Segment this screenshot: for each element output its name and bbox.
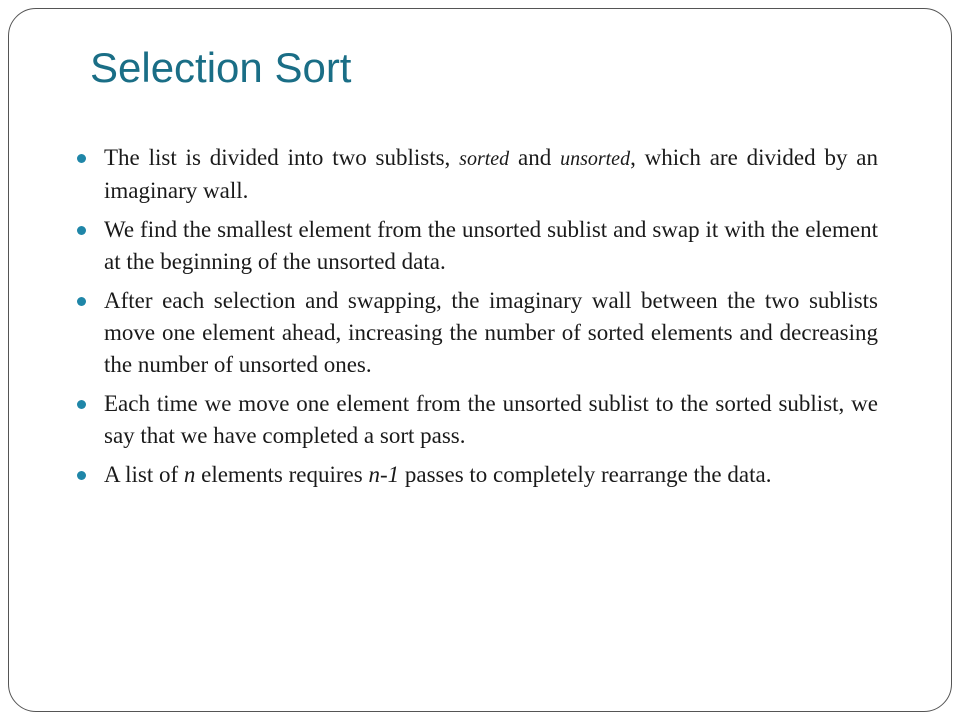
term-unsorted: unsorted [560,148,631,170]
bullet-list [0,142,960,498]
bullet-text: A list of [104,462,184,487]
bullet-item-find-smallest [104,214,878,278]
bullet-item-wall-moves [104,285,878,381]
term-n-minus-1: n-1 [368,462,400,487]
bullet-text: passes to completely rearrange the data. [399,462,772,487]
bullet-text: We find the smallest element from the unsorted sublist and swap it with the element at the beginning of the unsorted data. [104,217,878,274]
bullet-item-divided-sublists [104,142,878,207]
bullet-text: and [509,145,561,170]
slide-title: Selection Sort [90,44,352,91]
bullet-text: Each time we move one element from the unsorted sublist to the sorted sublist, we say that we have completed a sort pass. [104,391,878,448]
bullet-dot-icon [77,154,86,163]
term-sorted: sorted [459,148,510,170]
bullet-dot-icon [77,400,86,409]
bullet-dot-icon [77,226,86,235]
bullet-dot-icon [77,471,86,480]
bullet-text: , which are divided by an imaginary wall. [104,145,879,203]
bullet-text: elements requires [195,462,369,487]
bullet-item-sort-pass [104,388,878,452]
term-n: n [183,462,196,487]
bullet-item-passes-required [104,459,878,491]
bullet-text: After each selection and swapping, the imaginary wall between the two sublists move one element ahead, increasing the number of sorted elements and decreasing the number of unsorted ones. [104,288,878,377]
bullet-dot-icon [77,297,86,306]
bullet-text: The list is divided into two sublists, [104,145,460,170]
